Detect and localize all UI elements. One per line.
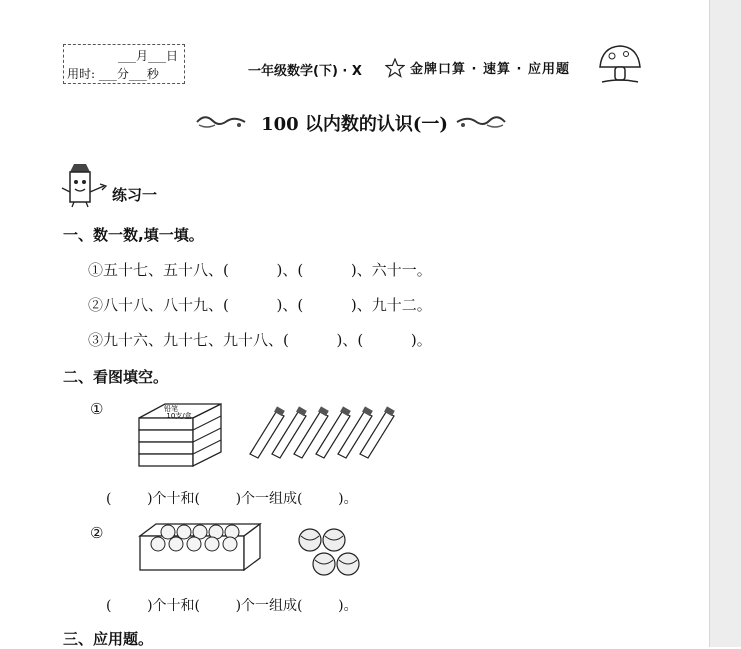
section1-question-3: ③九十六、九十七、九十八、( )、( )。 — [88, 331, 432, 349]
date-fill: ___月___日 — [117, 49, 178, 63]
ball-box-image — [136, 520, 264, 574]
scrollbar[interactable] — [709, 0, 741, 647]
loose-balls-image — [296, 526, 362, 578]
section1-question-2: ②八十八、八十九、( )、( )、九十二。 — [88, 296, 432, 314]
section2-fill-1: ( )个十和( )个一组成( )。 — [106, 491, 358, 507]
section1-question-1: ①五十七、五十八、( )、( )、六十一。 — [88, 261, 432, 279]
pencil-box-stack-image — [135, 398, 225, 472]
section2-fill-2: ( )个十和( )个一组成( )。 — [106, 598, 358, 614]
time-record-box — [63, 44, 185, 84]
box-label-line2: 10支/盒 — [166, 412, 192, 420]
practice-title: 练习一 — [112, 186, 158, 204]
section3-title: 三、应用题。 — [63, 630, 154, 648]
section2-item2-number: ② — [90, 524, 104, 542]
ornament-right-icon — [455, 113, 507, 131]
grade-title: 一年级数学(下) · X — [248, 64, 362, 79]
duration-fill: 用时: ___分___秒 — [67, 67, 159, 81]
loose-pencils-image — [246, 402, 396, 464]
series-slogan: 金牌口算 · 速算 · 应用题 — [410, 62, 570, 77]
lesson-title: 100 以内数的认识(一) — [261, 114, 448, 135]
star-icon — [385, 58, 405, 78]
section1-title: 一、数一数,填一填。 — [63, 226, 204, 244]
section2-item1-number: ① — [90, 400, 104, 418]
mushroom-icon — [596, 43, 644, 85]
section2-title: 二、看图填空。 — [63, 368, 169, 386]
box-label-line1: 铅笔 — [164, 405, 178, 413]
pencil-mascot-icon — [60, 162, 110, 208]
